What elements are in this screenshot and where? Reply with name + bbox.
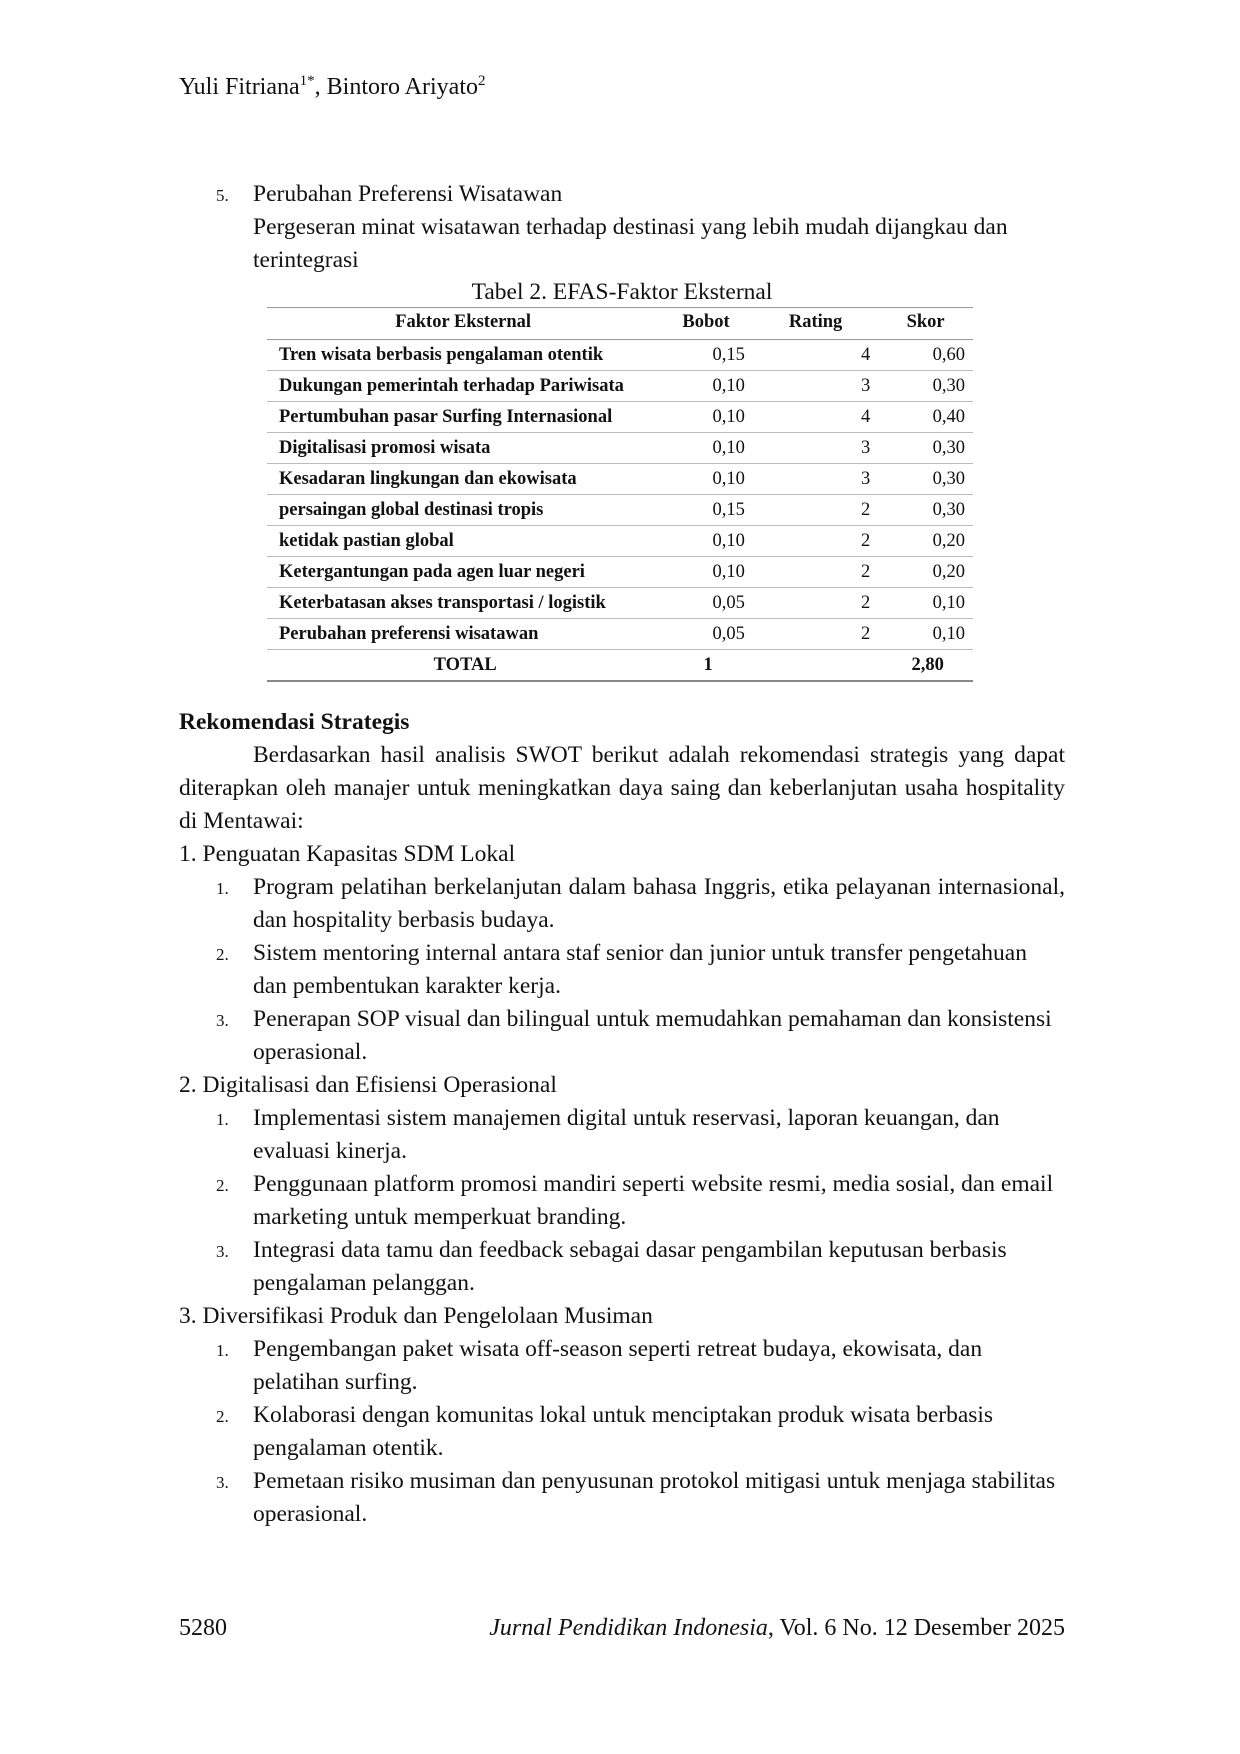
list-item-text: Pengembangan paket wisata off-season seperti retreat budaya, ekowisata, dan pelatihan surfing. (253, 1336, 983, 1395)
author-affiliation: 1* (299, 73, 315, 89)
total-label: TOTAL (267, 650, 659, 682)
rating-cell: 4 (753, 402, 878, 433)
table-row (267, 371, 973, 402)
column-header-rating: Rating (753, 308, 878, 340)
list-item-text: Kolaborasi dengan komunitas lokal untuk menciptakan produk wisata berbasis pengalaman otentik. (253, 1402, 994, 1461)
bobot-cell: 0,10 (659, 526, 753, 557)
bobot-cell: 0,10 (659, 371, 753, 402)
list-item (179, 1102, 1065, 1168)
list-item-text: Pergeseran minat wisatawan terhadap destinasi yang lebih mudah dijangkau dan terintegrasi (253, 214, 1008, 273)
list-item (179, 1333, 1065, 1399)
rating-cell: 2 (753, 495, 878, 526)
list-item-text: Pemetaan risiko musiman dan penyusunan protokol mitigasi untuk menjaga stabilitas operasional. (253, 1468, 1056, 1527)
list-item (179, 1465, 1065, 1531)
bobot-cell: 0,05 (659, 619, 753, 650)
bobot-cell: 0,15 (659, 340, 753, 371)
total-rating (753, 650, 878, 682)
list-item-text: Program pelatihan berkelanjutan dalam bahasa Inggris, etika pelayanan internasional, dan hospitality berbasis budaya. (253, 874, 1065, 933)
skor-cell: 0,30 (878, 495, 973, 526)
list-item-preferensi (179, 178, 1065, 277)
skor-cell: 0,30 (878, 371, 973, 402)
skor-cell: 0,30 (878, 433, 973, 464)
factor-cell: Kesadaran lingkungan dan ekowisata (267, 464, 659, 495)
rating-cell: 2 (753, 588, 878, 619)
rating-cell: 3 (753, 464, 878, 495)
list-number: 3. (216, 1242, 229, 1261)
table-row (267, 526, 973, 557)
list-number: 5. (216, 186, 229, 205)
table-row (267, 402, 973, 433)
running-header-authors: Yuli Fitriana$^{1*}$, Bintoro Ariyato$^2$ (179, 73, 486, 100)
list-number: 2. (216, 1407, 229, 1426)
bobot-cell: 0,10 (659, 402, 753, 433)
journal-volume: , Vol. 6 No. 12 Desember 2025 (767, 1615, 1065, 1641)
list-number: 2. (216, 945, 229, 964)
page-body (179, 178, 1065, 1531)
total-skor: 2,80 (878, 650, 973, 682)
efas-table (267, 307, 973, 682)
section-heading: Rekomendasi Strategis (179, 709, 410, 735)
rating-cell: 3 (753, 433, 878, 464)
journal-name: Jurnal Pendidikan Indonesia (489, 1615, 768, 1641)
list-number: 2. (216, 1176, 229, 1195)
list-item-text: Integrasi data tamu dan feedback sebagai dasar pengambilan keputusan berbasis pengalaman pelanggan. (253, 1237, 1007, 1296)
table-row (267, 464, 973, 495)
list-item-text: Penggunaan platform promosi mandiri seperti website resmi, media sosial, dan email marketing untuk memperkuat branding. (253, 1171, 1054, 1230)
factor-cell: ketidak pastian global (267, 526, 659, 557)
column-header-bobot: Bobot (659, 308, 753, 340)
skor-cell: 0,40 (878, 402, 973, 433)
skor-cell: 0,20 (878, 526, 973, 557)
list-number: 1. (216, 1110, 229, 1129)
group-title: 2. Digitalisasi dan Efisiensi Operasional (179, 1072, 557, 1098)
total-bobot: 1 (659, 650, 753, 682)
list-number: 3. (216, 1473, 229, 1492)
bobot-cell: 0,05 (659, 588, 753, 619)
author-name: Bintoro Ariyato (326, 74, 478, 100)
author-affiliation: 2 (477, 73, 486, 89)
table-row (267, 495, 973, 526)
skor-cell: 0,10 (878, 588, 973, 619)
group-title: 1. Penguatan Kapasitas SDM Lokal (179, 841, 516, 867)
table-header-row (267, 308, 973, 340)
list-item (179, 871, 1065, 937)
section-intro-paragraph: Berdasarkan hasil analisis SWOT berikut adalah rekomendasi strategis yang dapat diterapkan oleh manajer untuk meningkatkan daya saing dan keberlanjutan usaha hospitality di Mentawai: (179, 742, 1065, 834)
recommendation-group-sdm (179, 838, 1065, 1069)
group-title: 3. Diversifikasi Produk dan Pengelolaan Musiman (179, 1303, 653, 1329)
list-item (179, 1234, 1065, 1300)
skor-cell: 0,10 (878, 619, 973, 650)
skor-cell: 0,20 (878, 557, 973, 588)
table-total-row (267, 650, 973, 682)
table-row (267, 588, 973, 619)
factor-cell: Perubahan preferensi wisatawan (267, 619, 659, 650)
factor-cell: Tren wisata berbasis pengalaman otentik (267, 340, 659, 371)
column-header-faktor: Faktor Eksternal (267, 308, 659, 340)
table-row (267, 619, 973, 650)
page-number: 5280 (179, 1615, 227, 1641)
journal-citation (489, 1613, 1065, 1643)
bobot-cell: 0,10 (659, 464, 753, 495)
column-header-skor: Skor (878, 308, 973, 340)
list-number: 1. (216, 1341, 229, 1360)
factor-cell: Ketergantungan pada agen luar negeri (267, 557, 659, 588)
rating-cell: 2 (753, 619, 878, 650)
factor-cell: Pertumbuhan pasar Surfing Internasional (267, 402, 659, 433)
list-item-text: Penerapan SOP visual dan bilingual untuk memudahkan pemahaman dan konsistensi operasional. (253, 1006, 1052, 1065)
factor-cell: persaingan global destinasi tropis (267, 495, 659, 526)
table-row (267, 433, 973, 464)
list-item-title: Perubahan Preferensi Wisatawan (253, 181, 563, 207)
list-item (179, 937, 1065, 1003)
factor-cell: Digitalisasi promosi wisata (267, 433, 659, 464)
list-item-text: Sistem mentoring internal antara staf senior dan junior untuk transfer pengetahuan dan pembentukan karakter kerja. (253, 940, 1027, 999)
bobot-cell: 0,10 (659, 557, 753, 588)
list-item-text: Implementasi sistem manajemen digital untuk reservasi, laporan keuangan, dan evaluasi kinerja. (253, 1105, 1000, 1164)
factor-cell: Dukungan pemerintah terhadap Pariwisata (267, 371, 659, 402)
rating-cell: 2 (753, 557, 878, 588)
rating-cell: 4 (753, 340, 878, 371)
bobot-cell: 0,10 (659, 433, 753, 464)
list-number: 3. (216, 1011, 229, 1030)
recommendation-group-digital (179, 1069, 1065, 1300)
skor-cell: 0,30 (878, 464, 973, 495)
author-name: Yuli Fitriana (179, 74, 300, 100)
factor-cell: Keterbatasan akses transportasi / logistik (267, 588, 659, 619)
table-row (267, 340, 973, 371)
list-item (179, 1399, 1065, 1465)
table-row (267, 557, 973, 588)
bobot-cell: 0,15 (659, 495, 753, 526)
list-number: 1. (216, 879, 229, 898)
list-item (179, 1003, 1065, 1069)
recommendation-group-diversifikasi (179, 1300, 1065, 1531)
skor-cell: 0,60 (878, 340, 973, 371)
rating-cell: 3 (753, 371, 878, 402)
list-item (179, 1168, 1065, 1234)
rating-cell: 2 (753, 526, 878, 557)
table-caption: Tabel 2. EFAS-Faktor Eksternal (471, 279, 773, 305)
